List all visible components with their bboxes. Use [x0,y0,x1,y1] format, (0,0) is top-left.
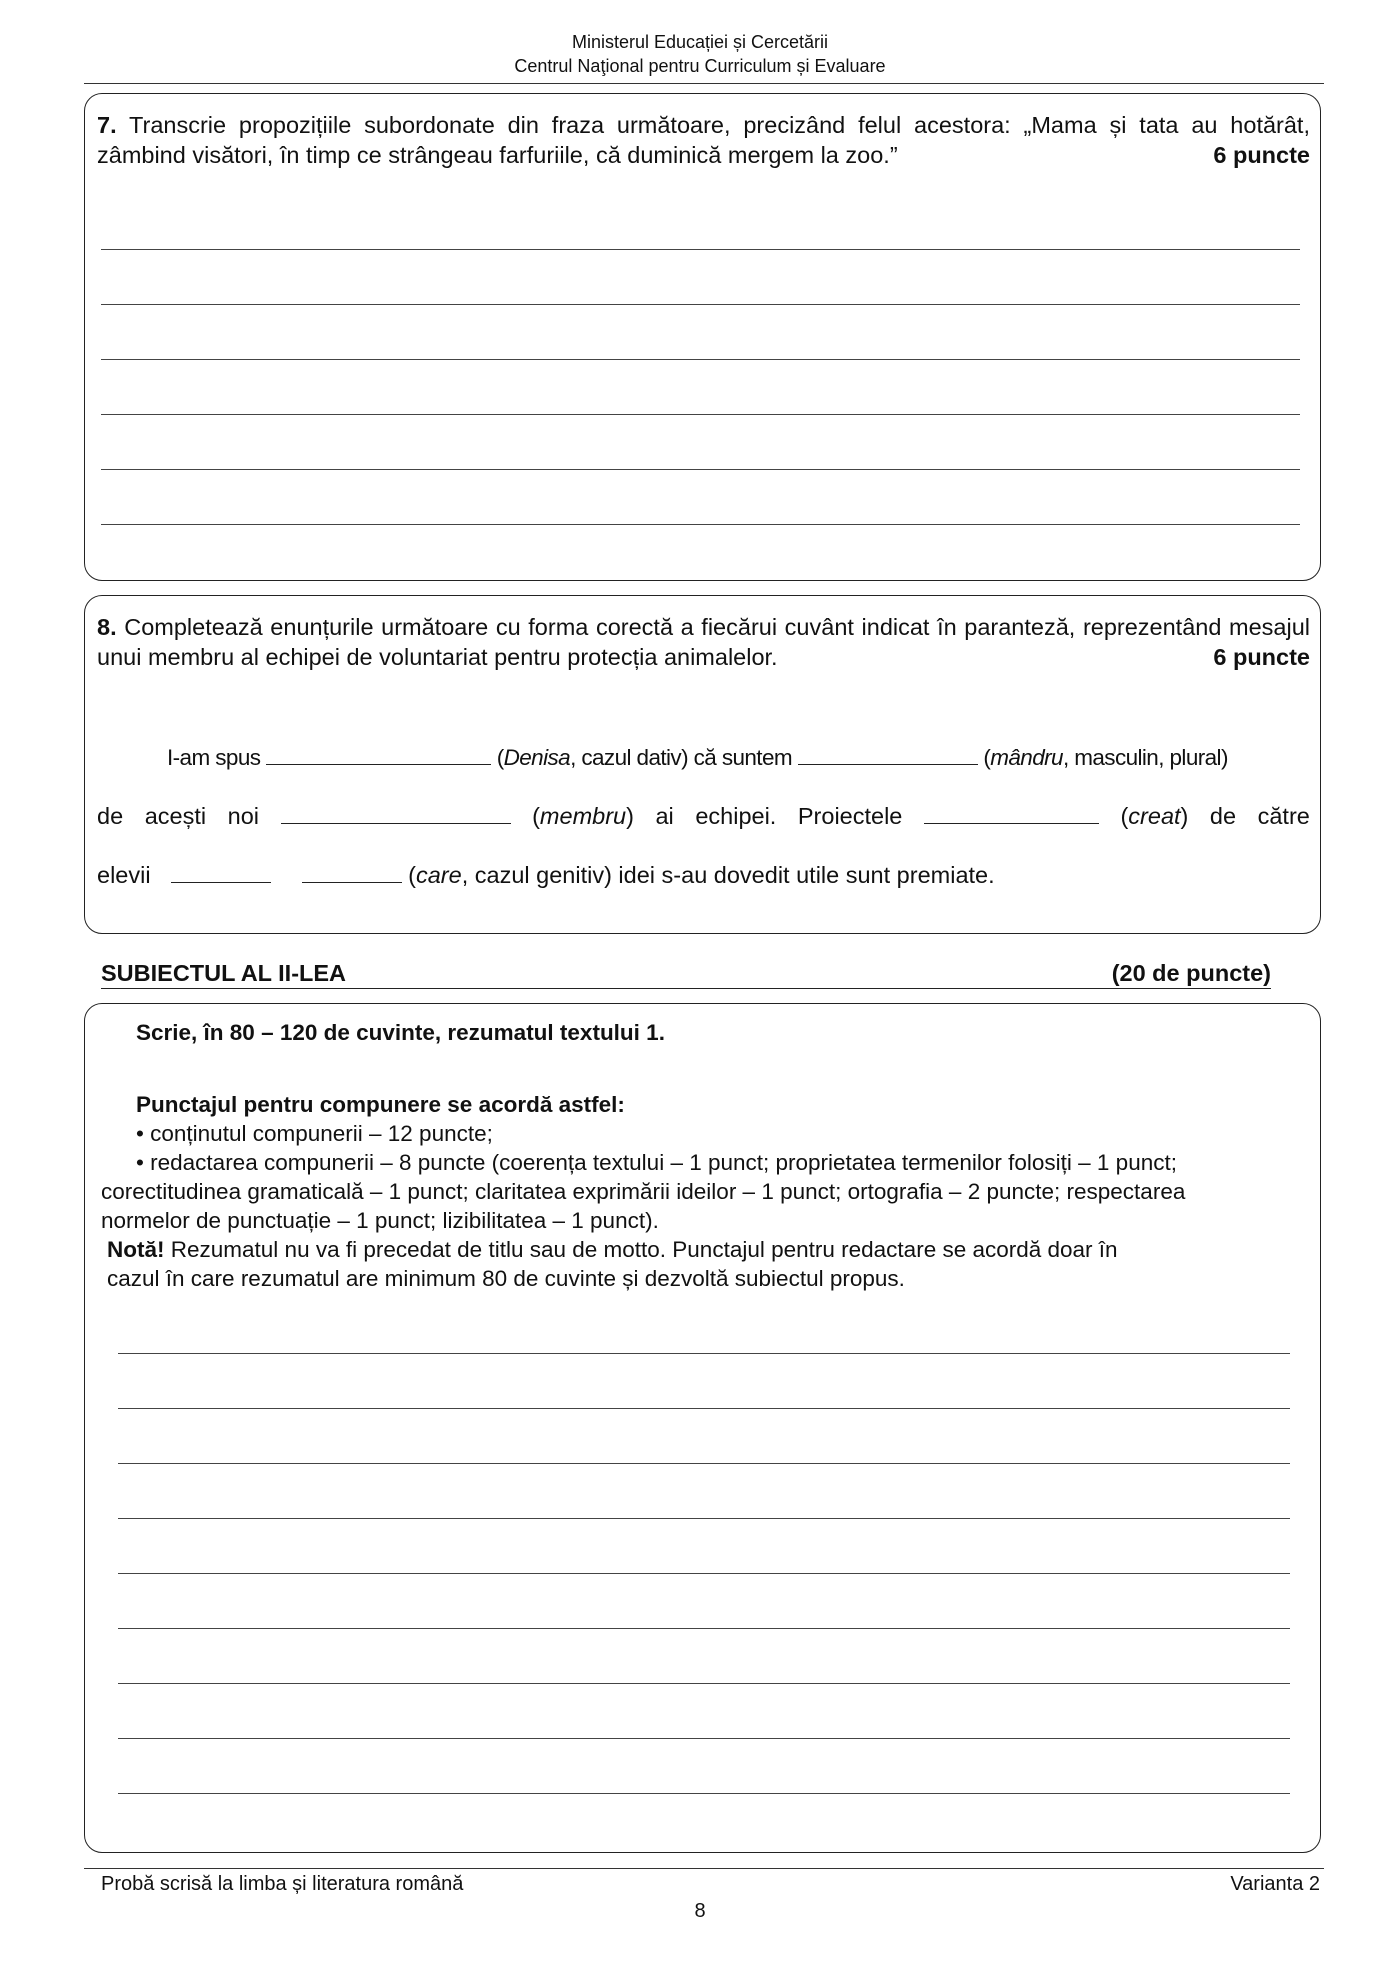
note-label: Notă! [107,1237,165,1262]
question-7-text [97,110,1310,170]
answer-line[interactable] [118,1628,1290,1629]
page-number: 8 [694,1900,706,1922]
blank-creat[interactable] [924,801,1099,824]
subject-2-heading [101,958,1271,989]
page-header [0,30,1400,78]
question-8-points: 6 puncte [1213,644,1310,670]
blank-membru[interactable] [281,801,511,824]
scoring-bullet-2-cont: corectitudinea gramaticală – 1 punct; claritatea exprimării ideilor – 1 punct; ortografia – 2 puncte; respectarea [101,1179,1186,1204]
answer-line[interactable] [118,1683,1290,1684]
subject-2-title: SUBIECTUL AL II-LEA [101,960,347,986]
fill-text: I-am spus [167,745,261,770]
footer-divider [84,1868,1324,1869]
answer-line[interactable] [101,469,1300,470]
answer-line[interactable] [118,1408,1290,1409]
answer-line[interactable] [118,1353,1290,1354]
answer-line[interactable] [118,1518,1290,1519]
footer-variant: Varianta 2 [1230,1873,1320,1895]
subject-2-box [84,1003,1321,1853]
blank-mandru[interactable] [798,742,978,765]
blank-denisa[interactable] [266,742,491,765]
question-7-points: 6 puncte [1213,142,1310,168]
question-8-number: 8. [97,614,117,640]
note-cont: cazul în care rezumatul are minimum 80 de cuvinte și dezvoltă subiectul propus. [107,1266,905,1291]
header-center: Centrul Naţional pentru Curriculum și Evaluare [514,56,886,76]
answer-line[interactable] [118,1793,1290,1794]
header-divider [84,83,1324,84]
answer-line[interactable] [101,249,1300,250]
answer-line[interactable] [118,1573,1290,1574]
question-8-text [97,612,1310,672]
fill-line-2: de acești noi (membru) ai echipei. Proiectele (creat) de către [97,803,1310,829]
blank-care-2[interactable] [302,860,402,883]
answer-line[interactable] [101,304,1300,305]
scoring-bullet-1: • conținutul compunerii – 12 puncte; [136,1121,493,1146]
answer-line[interactable] [101,359,1300,360]
subject-2-task: Scrie, în 80 – 120 de cuvinte, rezumatul textului 1. [136,1020,665,1045]
answer-line[interactable] [101,414,1300,415]
hint-mandru: mândru [990,745,1063,770]
question-8-statement: Completează enunțurile următoare cu forma corectă a fiecărui cuvânt indicat în paranteză, reprezentând mesajul unui membru al echipei de voluntariat pentru protecția animalelor. [97,614,1311,670]
question-8-box [84,595,1321,934]
hint-care: care [415,862,462,888]
hint-creat: creat [1128,803,1181,829]
question-7-statement: Transcrie propozițiile subordonate din fraza următoare, precizând felul acestora: „Mama și tata au hotărât, zâmbind visători, în timp ce strângeau farfuriile, că duminică mergem la zoo.” [97,112,1310,168]
fill-line-3: elevii (care, cazul genitiv) idei s-au dovedit utile sunt premiate. [97,862,995,888]
scoring-bullet-2-cont: normelor de punctuație – 1 punct; lizibilitatea – 1 punct). [101,1208,659,1233]
answer-line[interactable] [118,1738,1290,1739]
scoring-title: Punctajul pentru compunere se acordă astfel: [136,1092,625,1117]
answer-line[interactable] [118,1463,1290,1464]
footer-exam-name: Probă scrisă la limba și literatura română [101,1873,464,1895]
note: Notă! Rezumatul nu va fi precedat de titlu sau de motto. Punctajul pentru redactare se acordă doar în [107,1237,1118,1262]
header-ministry: Ministerul Educației și Cercetării [571,32,829,52]
question-7-box [84,93,1321,581]
subject-2-points: (20 de puncte) [1111,960,1271,986]
question-7-number: 7. [97,112,117,138]
fill-line-1: I-am spus (Denisa, cazul dativ) că suntem (mândru, masculin, plural) [97,742,1310,773]
answer-line[interactable] [101,524,1300,525]
hint-denisa: Denisa [503,745,571,770]
scoring-bullet-2: • redactarea compunerii – 8 puncte (coerența textului – 1 punct; proprietatea termenilor folosiți – 1 punct; [136,1150,1177,1175]
hint-membru: membru [539,803,627,829]
blank-care-1[interactable] [171,860,271,883]
